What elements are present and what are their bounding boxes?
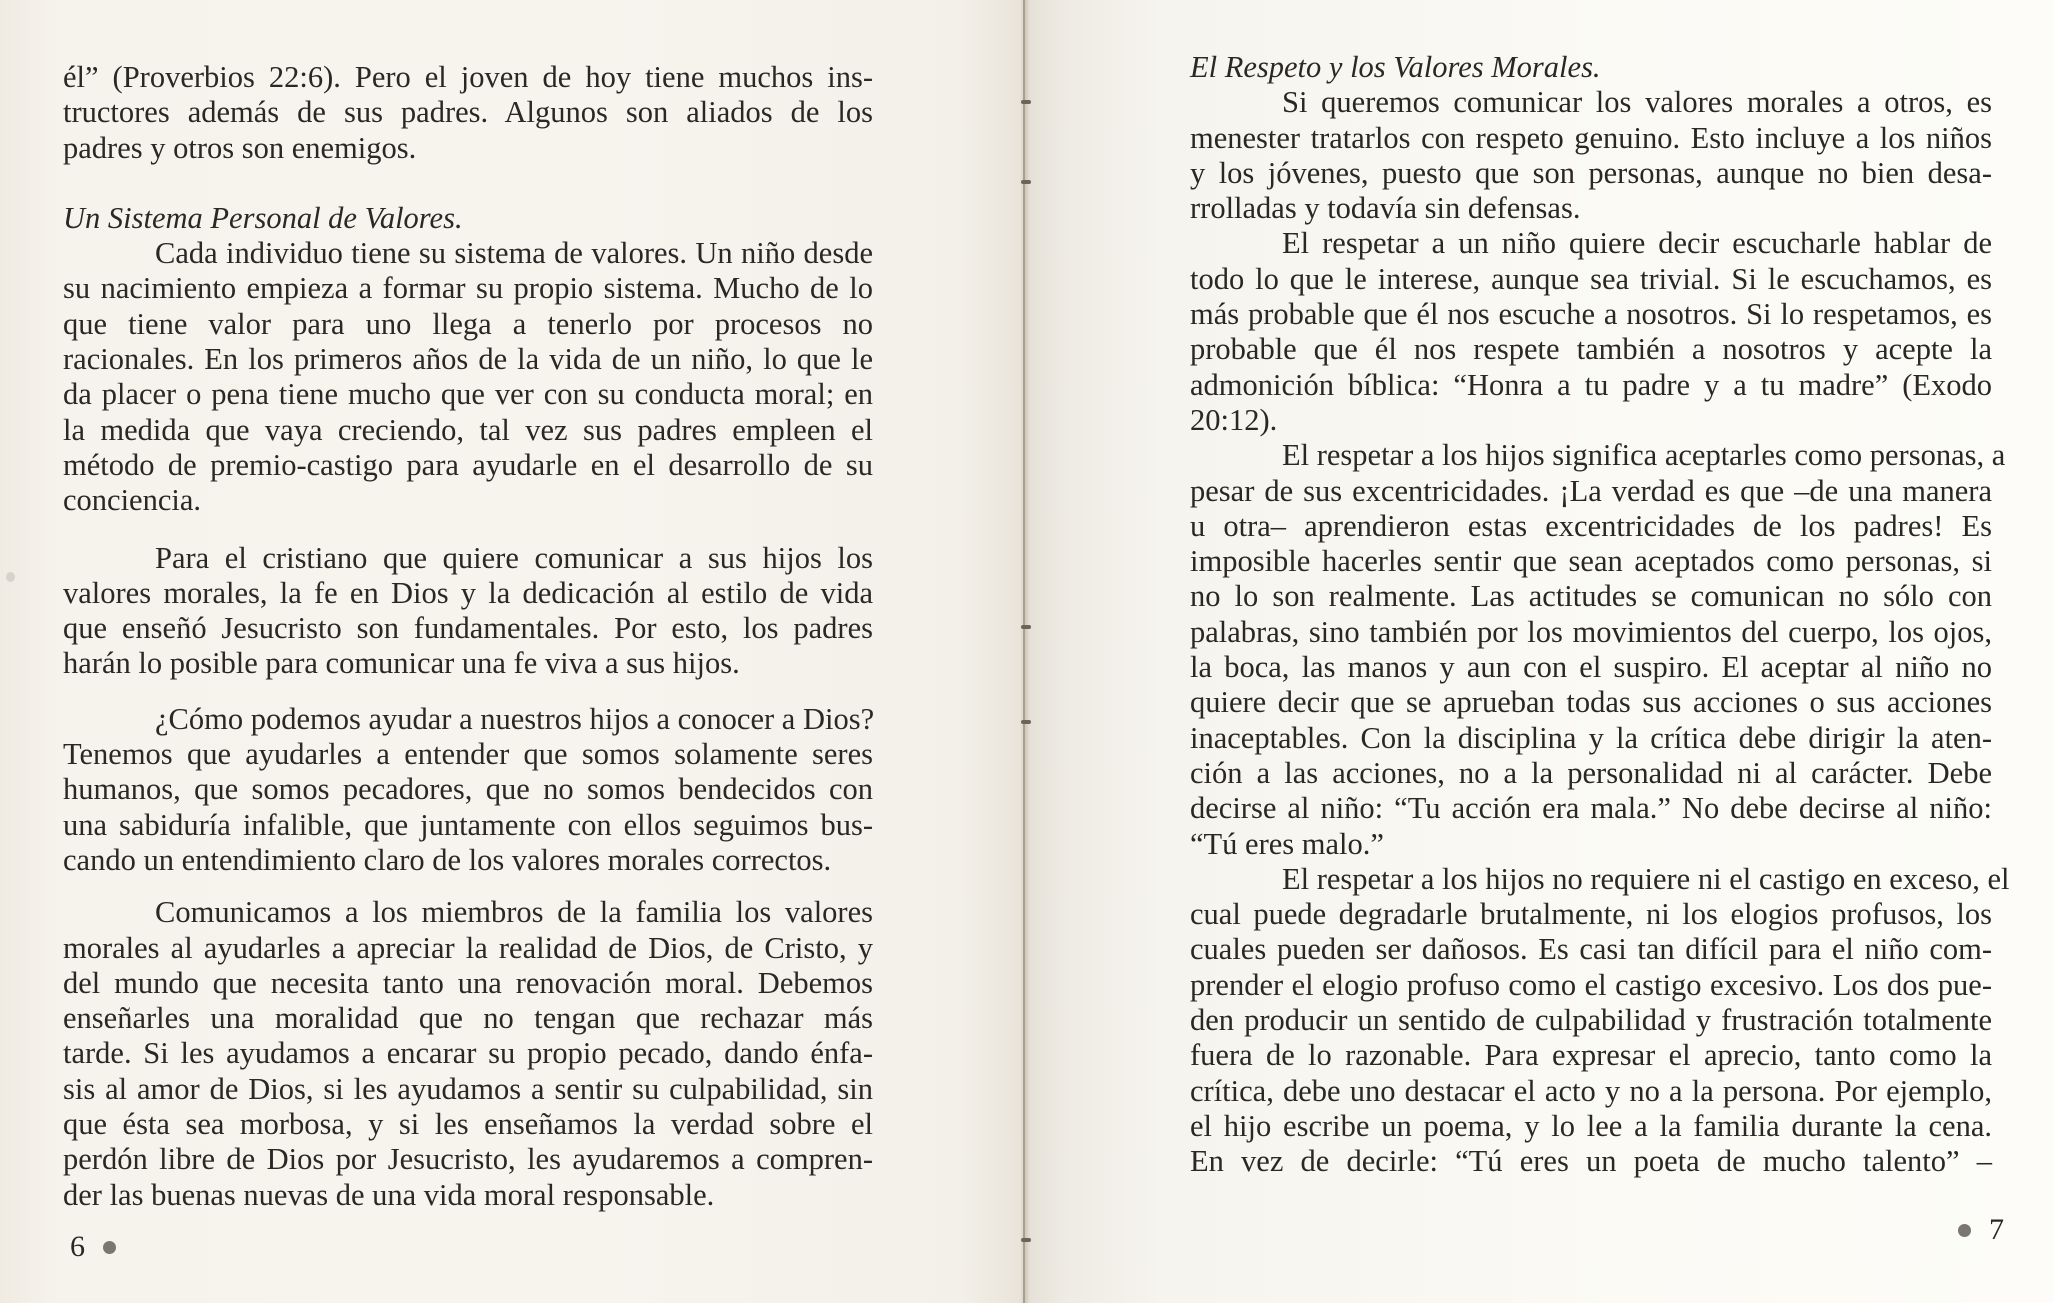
- section-heading: Un Sistema Personal de Valores.: [63, 200, 463, 235]
- text-line: fuera de lo razonable. Para expresar el aprecio, tanto como la: [1190, 1038, 1992, 1073]
- text-line: no lo son realmente. Las actitudes se comunican no sólo con: [1190, 579, 1992, 614]
- text-line: la boca, las manos y aun con el suspiro. El aceptar al niño no: [1190, 650, 1992, 685]
- text-line: 20:12).: [1190, 402, 1278, 437]
- text-line: del mundo que necesita tanto una renovación moral. Debemos: [63, 965, 873, 1000]
- text-line: él” (Proverbios 22:6). Pero el joven de hoy tiene muchos ins-: [63, 60, 873, 94]
- text-line: quiere decir que se aprueban todas sus acciones o sus acciones: [1190, 685, 1992, 720]
- text-line: cando un entendimiento claro de los valores morales correctos.: [63, 842, 832, 877]
- text-line: perdón libre de Dios por Jesucristo, les ayudaremos a compren-: [63, 1142, 873, 1177]
- text-line: sis al amor de Dios, si les ayudamos a sentir su culpabilidad, sin: [63, 1071, 873, 1106]
- left-page: [0, 0, 1024, 1303]
- text-line: padres y otros son enemigos.: [63, 130, 417, 165]
- text-line: Si queremos comunicar los valores morales a otros, es: [1282, 85, 1992, 120]
- text-line: harán lo posible para comunicar una fe viva a sus hijos.: [63, 646, 740, 681]
- text-line: Cada individuo tiene su sistema de valores. Un niño desde: [155, 236, 873, 271]
- text-line: pesar de sus excentricidades. ¡La verdad es que –de una manera: [1190, 473, 1992, 508]
- text-line: En vez de decirle: “Tú eres un poeta de mucho talento” –: [1190, 1144, 1992, 1179]
- paragraph: [63, 895, 873, 1213]
- text-line: enseñarles una moralidad que no tengan que rechazar más: [63, 1001, 873, 1036]
- text-line: El respetar a los hijos no requiere ni el castigo en exceso, el: [1282, 861, 2010, 896]
- binding-stitch: [1021, 625, 1031, 629]
- text-line: todo lo que le interese, aunque sea trivial. Si le escuchamos, es: [1190, 261, 1992, 296]
- text-line: menester tratarlos con respeto genuino. Esto incluye a los niños: [1190, 120, 1992, 155]
- text-line: admonición bíblica: “Honra a tu padre y a tu madre” (Exodo: [1190, 367, 1992, 402]
- text-line: morales al ayudarles a apreciar la realidad de Dios, de Cristo, y: [63, 930, 873, 965]
- text-line: una sabiduría infalible, que juntamente con ellos seguimos bus-: [63, 807, 873, 842]
- text-line: que ésta sea morbosa, y si les enseñamos la verdad sobre el: [63, 1107, 873, 1142]
- page-number: 7: [1989, 1213, 2004, 1246]
- text-line: den producir un sentido de culpabilidad y frustración totalmente: [1190, 1003, 1992, 1038]
- text-line: Tenemos que ayudarles a entender que somos solamente seres: [63, 737, 873, 772]
- text-line: cuales pueden ser dañosos. Es casi tan difícil para el niño com-: [1190, 932, 1992, 967]
- page-number-right: [1958, 1213, 2004, 1247]
- text-line: El respetar a un niño quiere decir escucharle hablar de: [1282, 226, 1992, 261]
- text-line: y los jóvenes, puesto que son personas, aunque no bien desa-: [1190, 155, 1992, 190]
- text-line: método de premio-castigo para ayudarle en el desarrollo de su: [63, 447, 873, 482]
- right-page-text: [1190, 50, 2010, 1180]
- paragraph: [63, 702, 873, 878]
- page-number: 6: [70, 1230, 85, 1263]
- book-gutter: [1023, 0, 1025, 1303]
- text-line: rrolladas y todavía sin defensas.: [1190, 191, 1581, 226]
- text-line: palabras, sino también por los movimientos del cuerpo, los ojos,: [1190, 614, 1992, 649]
- text-line: la medida que vaya creciendo, tal vez sus padres empleen el: [63, 412, 873, 447]
- binding-stitch: [1021, 720, 1031, 724]
- text-line: El respetar a los hijos significa aceptarles como personas, a: [1282, 438, 2006, 473]
- text-line: conciencia.: [63, 483, 202, 518]
- text-line: prender el elogio profuso como el castigo excesivo. Los dos pue-: [1190, 967, 1992, 1002]
- text-line: el hijo escribe un poema, y lo lee a la familia durante la cena.: [1190, 1108, 1992, 1143]
- text-line: más probable que él nos escuche a nosotros. Si lo respetamos, es: [1190, 297, 1992, 332]
- text-line: crítica, debe uno destacar el acto y no a la persona. Por ejemplo,: [1190, 1073, 1992, 1108]
- paragraph: [1190, 861, 2010, 1180]
- text-line: inaceptables. Con la disciplina y la crítica debe dirigir la aten-: [1190, 720, 1992, 755]
- binding-stitch: [1021, 180, 1031, 184]
- text-line: ¿Cómo podemos ayudar a nuestros hijos a conocer a Dios?: [155, 701, 875, 736]
- text-line: imposible hacerles sentir que sean aceptados como personas, si: [1190, 544, 1992, 579]
- right-page: [1024, 0, 2054, 1303]
- text-line: racionales. En los primeros años de la vida de un niño, lo que le: [63, 342, 873, 377]
- section-heading: El Respeto y los Valores Morales.: [1190, 50, 1601, 84]
- text-line: probable que él nos respete también a nosotros y acepte la: [1190, 332, 1992, 367]
- text-line: tarde. Si les ayudamos a encarar su propio pecado, dando énfa-: [63, 1036, 873, 1071]
- paragraph-continuation: [63, 60, 873, 166]
- page-number-left: [70, 1230, 116, 1264]
- paragraph: [63, 541, 873, 682]
- text-line: decirse al niño: “Tu acción era mala.” No debe decirse al niño:: [1190, 791, 1992, 826]
- binding-stitch: [1021, 1238, 1031, 1242]
- paragraph: [1190, 438, 2006, 862]
- text-line: su nacimiento empieza a formar su propio sistema. Mucho de lo: [63, 271, 873, 306]
- text-line: que tiene valor para uno llega a tenerlo por procesos no: [63, 306, 873, 341]
- left-page-text: [63, 60, 873, 1213]
- text-line: que enseñó Jesucristo son fundamentales. Por esto, los padres: [63, 611, 873, 646]
- binding-stitch: [1021, 100, 1031, 104]
- text-line: der las buenas nuevas de una vida moral responsable.: [63, 1177, 715, 1212]
- paper-speck: [6, 572, 15, 582]
- text-line: da placer o pena tiene mucho que ver con su conducta moral; en: [63, 377, 873, 412]
- text-line: Comunicamos a los miembros de la familia los valores: [155, 895, 873, 930]
- paragraph: [1190, 226, 1992, 438]
- text-line: valores morales, la fe en Dios y la dedicación al estilo de vida: [63, 575, 873, 610]
- text-line: Para el cristiano que quiere comunicar a sus hijos los: [155, 540, 873, 575]
- bullet-dot-icon: [1958, 1224, 1971, 1237]
- paragraph: [63, 236, 873, 518]
- text-line: cual puede degradarle brutalmente, ni los elogios profusos, los: [1190, 897, 1992, 932]
- text-line: humanos, que somos pecadores, que no somos bendecidos con: [63, 772, 873, 807]
- text-line: “Tú eres malo.”: [1190, 826, 1384, 861]
- text-line: tructores además de sus padres. Algunos son aliados de los: [63, 95, 873, 130]
- text-line: u otra– aprendieron estas excentricidades de los padres! Es: [1190, 508, 1992, 543]
- text-line: ción a las acciones, no a la personalidad ni al carácter. Debe: [1190, 755, 1992, 790]
- bullet-dot-icon: [103, 1241, 116, 1254]
- paragraph: [1190, 85, 1992, 226]
